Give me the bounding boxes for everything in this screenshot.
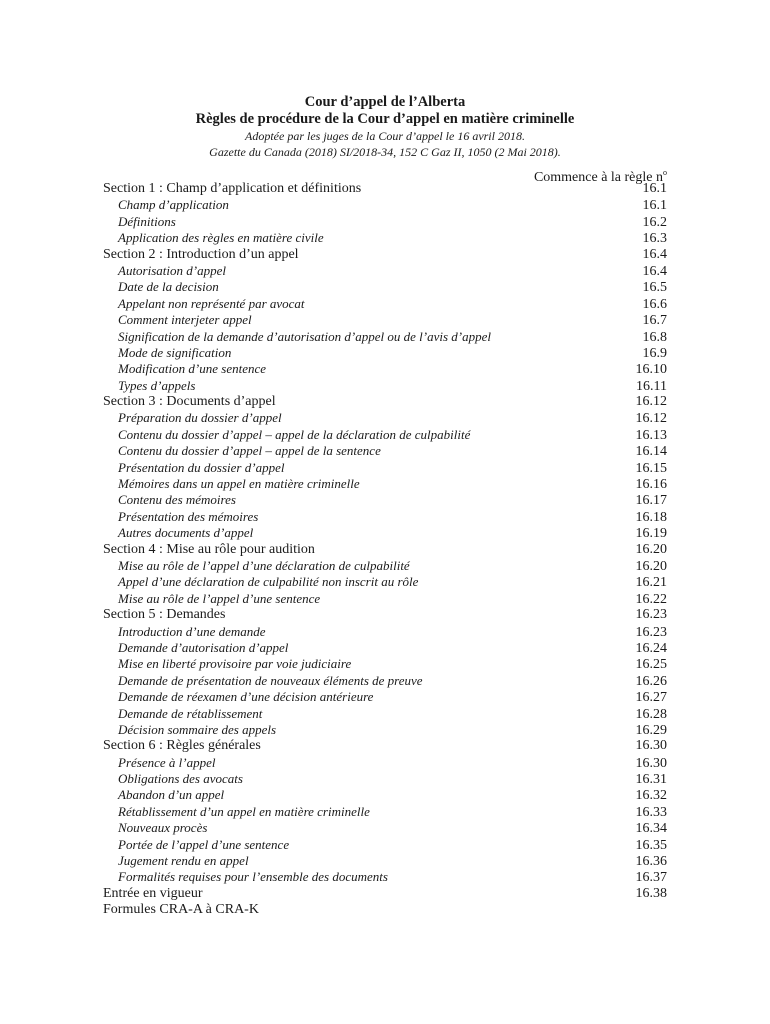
- rule-column-heading: [103, 164, 667, 185]
- toc-entry-row: [103, 755, 667, 771]
- toc-rule-number: 16.13: [635, 427, 667, 443]
- toc-entry-row: [103, 279, 667, 295]
- toc-section-row: [103, 738, 667, 754]
- toc-entry-row: [103, 214, 667, 230]
- toc-entry-label: Mémoires dans un appel en matière criminelle: [118, 476, 360, 492]
- toc-entry-label: Champ d’application: [118, 197, 229, 213]
- toc-entry-label: Nouveaux procès: [118, 820, 208, 836]
- toc-rule-number: 16.5: [642, 280, 667, 296]
- toc-entry-row: [103, 853, 667, 869]
- table-of-contents: [103, 164, 667, 919]
- toc-rule-number: 16.35: [635, 837, 667, 853]
- toc-entry-label: Application des règles en matière civile: [118, 230, 324, 246]
- toc-rule-number: 16.4: [642, 263, 667, 279]
- toc-rule-number: 16.24: [635, 640, 667, 656]
- toc-entry-label: Types d’appels: [118, 377, 196, 393]
- toc-section-row: [103, 607, 667, 623]
- toc-entry-row: [103, 427, 667, 443]
- toc-entry-label: Mode de signification: [118, 344, 232, 360]
- toc-rule-number: 16.18: [635, 509, 667, 525]
- toc-rule-number: 16.15: [635, 460, 667, 476]
- toc-entry-row: [103, 329, 667, 345]
- toc-rule-number: 16.21: [635, 575, 667, 591]
- toc-entry-row: [103, 460, 667, 476]
- rules-title: Règles de procédure de la Cour d’appel en matière criminelle: [195, 111, 575, 127]
- toc-rule-number: 16.25: [635, 657, 667, 673]
- toc-entry-label: Signification de la demande d’autorisation d’appel ou de l’avis d’appel: [118, 328, 491, 344]
- toc-section-label: Section 6 : Règles générales: [103, 738, 261, 754]
- toc-rule-number: 16.33: [635, 804, 667, 820]
- document-header: [0, 94, 770, 160]
- toc-entry-label: Obligations des avocats: [118, 771, 243, 787]
- toc-entry-label: Rétablissement d’un appel en matière criminelle: [118, 803, 370, 819]
- toc-entry-row: [103, 624, 667, 640]
- toc-rule-number: 16.38: [635, 885, 667, 901]
- toc-entry-row: [103, 837, 667, 853]
- toc-rule-number: 16.20: [635, 541, 667, 557]
- toc-entry-label: Contenu des mémoires: [118, 492, 236, 508]
- toc-rule-number: 16.3: [642, 231, 667, 247]
- toc-rule-number: 16.17: [635, 493, 667, 509]
- toc-rule-number: 16.2: [642, 214, 667, 230]
- toc-entry-row: [103, 640, 667, 656]
- toc-entry-row: [103, 820, 667, 836]
- toc-section-row: [103, 886, 667, 902]
- toc-entry-label: Définitions: [118, 213, 176, 229]
- toc-entry-row: [103, 706, 667, 722]
- toc-rule-number: 16.29: [635, 722, 667, 738]
- toc-section-row: [103, 542, 667, 558]
- toc-rule-number: 16.12: [635, 411, 667, 427]
- toc-entry-row: [103, 689, 667, 705]
- toc-section-row: [103, 247, 667, 263]
- toc-entry-row: [103, 574, 667, 590]
- toc-entry-row: [103, 410, 667, 426]
- toc-entry-row: [103, 197, 667, 213]
- toc-entry-label: Demande de rétablissement: [118, 705, 263, 721]
- toc-section-label: Section 4 : Mise au rôle pour audition: [103, 541, 315, 557]
- toc-entry-row: [103, 869, 667, 885]
- toc-entry-row: [103, 263, 667, 279]
- toc-entry-label: Abandon d’un appel: [118, 787, 225, 803]
- toc-entry-label: Jugement rendu en appel: [118, 853, 249, 869]
- toc-entry-row: [103, 476, 667, 492]
- toc-entry-row: [103, 591, 667, 607]
- toc-entry-label: Comment interjeter appel: [118, 312, 252, 328]
- toc-rule-number: 16.9: [642, 345, 667, 361]
- toc-rule-number: 16.37: [635, 870, 667, 886]
- toc-section-label: Section 1 : Champ d’application et définitions: [103, 181, 362, 196]
- toc-rule-number: 16.4: [642, 246, 667, 262]
- gazette-reference: Gazette du Canada (2018) SI/2018-34, 152 C Gaz II, 1050 (2 Mai 2018).: [209, 145, 561, 159]
- toc-rule-number: 16.23: [635, 624, 667, 640]
- toc-entry-row: [103, 771, 667, 787]
- toc-rule-number: 16.7: [642, 313, 667, 329]
- toc-rule-number: 16.32: [635, 788, 667, 804]
- toc-entry-label: Présentation du dossier d’appel: [118, 459, 285, 475]
- toc-entry-row: [103, 492, 667, 508]
- toc-entry-row: [103, 361, 667, 377]
- toc-entry-label: Contenu du dossier d’appel – appel de la déclaration de culpabilité: [118, 426, 471, 442]
- toc-rule-number: 16.27: [635, 690, 667, 706]
- toc-section-label: Formules CRA-A à CRA-K: [103, 902, 259, 918]
- toc-rows: [103, 181, 667, 919]
- toc-rule-number: 16.1: [642, 198, 667, 214]
- toc-rule-number: 16.1: [642, 181, 667, 196]
- toc-section-row: [103, 902, 667, 918]
- toc-rule-number: 16.14: [635, 444, 667, 460]
- toc-rule-number: 16.31: [635, 772, 667, 788]
- court-title: Cour d’appel de l’Alberta: [304, 94, 466, 110]
- toc-entry-label: Autres documents d’appel: [118, 525, 254, 541]
- toc-rule-number: 16.20: [635, 558, 667, 574]
- toc-entry-label: Introduction d’une demande: [118, 623, 266, 639]
- toc-entry-label: Appelant non représenté par avocat: [118, 295, 305, 311]
- toc-entry-row: [103, 722, 667, 738]
- toc-rule-number: 16.34: [635, 821, 667, 837]
- toc-rule-number: 16.10: [635, 362, 667, 378]
- toc-section-label: Section 3 : Documents d’appel: [103, 394, 276, 410]
- adoption-note: Adoptée par les juges de la Cour d’appel le 16 avril 2018.: [245, 129, 525, 143]
- toc-entry-label: Présence à l’appel: [118, 754, 216, 770]
- toc-entry-label: Portée de l’appel d’une sentence: [118, 836, 290, 852]
- toc-entry-label: Demande de présentation de nouveaux éléments de preuve: [118, 672, 423, 688]
- toc-rule-number: 16.30: [635, 755, 667, 771]
- toc-entry-row: [103, 230, 667, 246]
- toc-entry-row: [103, 558, 667, 574]
- toc-entry-row: [103, 656, 667, 672]
- rule-column-heading-text: Commence à la règle n: [533, 170, 663, 185]
- toc-entry-row: [103, 443, 667, 459]
- toc-entry-label: Présentation des mémoires: [118, 508, 259, 524]
- toc-rule-number: 16.28: [635, 706, 667, 722]
- toc-entry-label: Demande d’autorisation d’appel: [118, 639, 289, 655]
- toc-rule-number: 16.8: [642, 329, 667, 345]
- toc-rule-number: 16.12: [635, 394, 667, 410]
- toc-entry-row: [103, 787, 667, 803]
- toc-rule-number: 16.16: [635, 477, 667, 493]
- toc-rule-number: 16.22: [635, 591, 667, 607]
- toc-rule-number: 16.23: [635, 607, 667, 623]
- toc-entry-label: Préparation du dossier d’appel: [118, 410, 282, 426]
- toc-entry-row: [103, 673, 667, 689]
- toc-rule-number: 16.6: [642, 296, 667, 312]
- rule-column-heading-sup: o: [663, 168, 667, 177]
- toc-entry-label: Mise au rôle de l’appel d’une sentence: [118, 590, 321, 606]
- toc-entry-row: [103, 345, 667, 361]
- toc-section-label: Entrée en vigueur: [103, 885, 203, 901]
- toc-entry-row: [103, 509, 667, 525]
- toc-rule-number: 16.26: [635, 673, 667, 689]
- toc-entry-row: [103, 804, 667, 820]
- toc-rule-number: 16.30: [635, 738, 667, 754]
- toc-entry-label: Modification d’une sentence: [118, 361, 267, 377]
- toc-entry-label: Autorisation d’appel: [118, 262, 226, 278]
- toc-entry-label: Date de la decision: [118, 279, 219, 295]
- toc-entry-label: Décision sommaire des appels: [118, 721, 277, 737]
- toc-entry-label: Mise en liberté provisoire par voie judiciaire: [118, 656, 352, 672]
- toc-entry-row: [103, 296, 667, 312]
- toc-entry-row: [103, 378, 667, 394]
- toc-entry-label: Mise au rôle de l’appel d’une déclaration de culpabilité: [118, 557, 410, 573]
- toc-rule-number: 16.19: [635, 526, 667, 542]
- toc-section-label: Section 2 : Introduction d’un appel: [103, 246, 299, 262]
- toc-entry-label: Contenu du dossier d’appel – appel de la sentence: [118, 443, 381, 459]
- toc-entry-label: Formalités requises pour l’ensemble des documents: [118, 869, 388, 885]
- toc-entry-label: Appel d’une déclaration de culpabilité non inscrit au rôle: [118, 574, 419, 590]
- toc-entry-label: Demande de réexamen d’une décision antérieure: [118, 689, 374, 705]
- toc-rule-number: 16.11: [636, 378, 667, 394]
- toc-entry-row: [103, 312, 667, 328]
- toc-entry-row: [103, 525, 667, 541]
- toc-rule-number: 16.36: [635, 854, 667, 870]
- toc-section-row: [103, 394, 667, 410]
- toc-section-label: Section 5 : Demandes: [103, 607, 226, 623]
